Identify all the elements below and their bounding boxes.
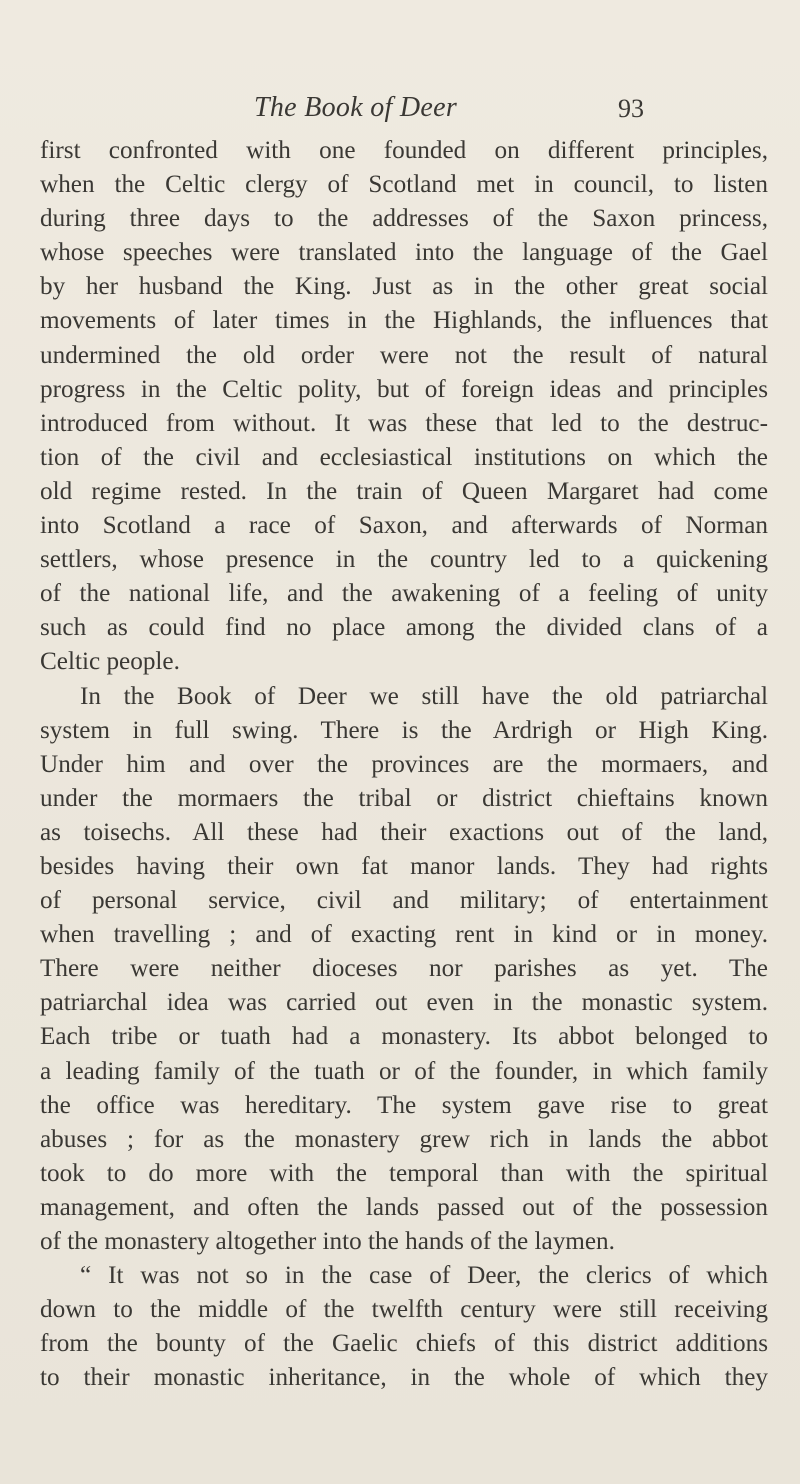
text-line: such as could find no place among the divided clans of a	[40, 614, 768, 642]
text-line: introduced from without. It was these that led to the destruc-	[40, 409, 768, 437]
text-line: system in full swing. There is the Ardrigh or High King.	[40, 716, 768, 744]
text-line: into Scotland a race of Saxon, and afterwards of Norman	[40, 512, 768, 540]
running-head	[0, 92, 800, 126]
text-line: management, and often the lands passed out of the possession	[40, 1193, 768, 1221]
text-line: during three days to the addresses of the Saxon princess,	[40, 205, 768, 233]
text-line: from the bounty of the Gaelic chiefs of this district additions	[40, 1330, 768, 1358]
text-line: first confronted with one founded on different principles,	[40, 137, 768, 164]
text-line: when travelling ; and of exacting rent in kind or in money.	[40, 921, 768, 949]
text-line: progress in the Celtic polity, but of foreign ideas and principles	[40, 375, 768, 403]
text-line: old regime rested. In the train of Queen Margaret had come	[40, 477, 768, 505]
text-line: took to do more with the temporal than with the spiritual	[40, 1159, 768, 1187]
text-line: of the national life, and the awakening of a feeling of unity	[40, 580, 768, 608]
text-line: tion of the civil and ecclesiastical institutions on which the	[40, 443, 768, 471]
text-line: “ It was not so in the case of Deer, the clerics of which	[80, 1262, 768, 1290]
text-line: by her husband the King. Just as in the other great social	[40, 273, 768, 301]
text-line: patriarchal idea was carried out even in the monastic system.	[40, 989, 768, 1017]
text-line: of the monastery altogether into the hands of the laymen.	[40, 1228, 615, 1255]
text-line: Celtic people.	[40, 648, 180, 676]
text-line: There were neither dioceses nor parishes as yet. The	[40, 955, 768, 983]
text-line: a leading family of the tuath or of the founder, in which family	[40, 1057, 768, 1085]
text-line: undermined the old order were not the result of natural	[40, 341, 768, 369]
text-line: besides having their own fat manor lands. They had rights	[40, 852, 768, 880]
text-line: the office was hereditary. The system gave rise to great	[40, 1091, 768, 1119]
body-text	[40, 134, 768, 1395]
page-number: 93	[618, 94, 644, 123]
text-line: down to the middle of the twelfth century were still receiving	[40, 1296, 768, 1324]
text-line: Under him and over the provinces are the mormaers, and	[40, 750, 768, 778]
text-line: movements of later times in the Highlands, the influences that	[40, 307, 768, 335]
text-line: when the Celtic clergy of Scotland met in council, to listen	[40, 171, 768, 199]
text-line: In the Book of Deer we still have the old patriarchal	[80, 682, 768, 710]
text-line: settlers, whose presence in the country led to a quickening	[40, 546, 768, 574]
running-title: The Book of Deer	[254, 92, 458, 123]
text-line: Each tribe or tuath had a monastery. Its abbot belonged to	[40, 1023, 768, 1051]
text-line: abuses ; for as the monastery grew rich in lands the abbot	[40, 1125, 768, 1153]
text-line: to their monastic inheritance, in the whole of which they	[40, 1364, 768, 1392]
text-line: under the mormaers the tribal or district chieftains known	[40, 784, 768, 812]
text-line: of personal service, civil and military; of entertainment	[40, 887, 768, 915]
text-line: whose speeches were translated into the language of the Gael	[40, 239, 768, 267]
text-line: as toisechs. All these had their exactions out of the land,	[40, 818, 768, 846]
